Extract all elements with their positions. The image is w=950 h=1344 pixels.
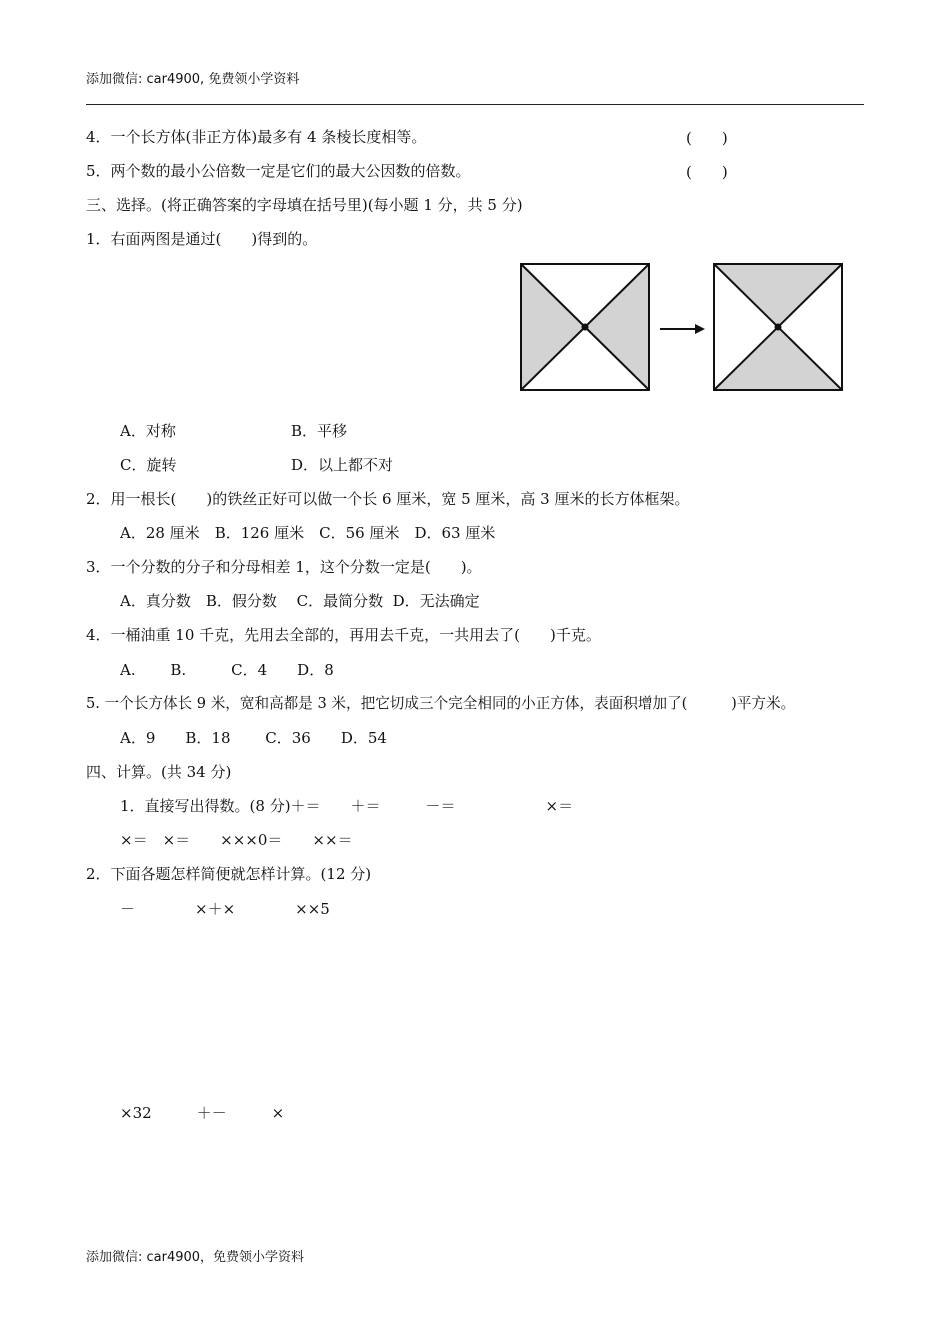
choice-q1-option-d: D．以上都不对 [291, 456, 394, 474]
choice-q5-options: A．9 B．18 C．36 D．54 [120, 729, 387, 747]
calc-q1-row-2: ×＝ ×＝ ×××0＝ ××＝ [120, 831, 353, 849]
choice-question-2: 2．用一根长( )的铁丝正好可以做一个长 6 厘米，宽 5 厘米，高 3 厘米的长方体框架。 [86, 490, 690, 508]
choice-question-4: 4．一桶油重 10 千克，先用去全部的，再用去千克，一共用去了( )千克。 [86, 626, 601, 644]
page-footer: 添加微信: car4900，免费领小学资料 [86, 1250, 305, 1265]
left-square [521, 264, 649, 390]
choice-q3-options: A．真分数 B．假分数 C．最简分数 D．无法确定 [120, 592, 480, 610]
choice-q1-option-c: C．旋转 [120, 456, 177, 474]
right-square [714, 264, 842, 390]
choice-q1-option-a: A．对称 [120, 422, 176, 440]
choice-question-1: 1．右面两图是通过( )得到的。 [86, 230, 318, 248]
judge-question-5: 5．两个数的最小公倍数一定是它们的最大公因数的倍数。 [86, 162, 471, 180]
choice-q2-options: A．28 厘米 B．126 厘米 C．56 厘米 D．63 厘米 [120, 524, 496, 542]
right-arrow-icon [660, 324, 705, 334]
choice-q1-option-b: B．平移 [291, 422, 348, 440]
judge-answer-paren-4: ( ) [686, 129, 728, 147]
calc-question-1: 1．直接写出得数。(8 分)＋＝ ＋＝ －＝ ×＝ [120, 797, 574, 815]
choice-question-5: 5. 一个长方体长 9 米，宽和高都是 3 米，把它切成三个完全相同的小正方体，表面积增加了( )平方米。 [86, 695, 796, 712]
section-4-title: 四、计算。(共 34 分) [86, 763, 232, 781]
rotation-figure [518, 262, 846, 392]
calc-q2-row-1: － ×＋× ××5 [120, 900, 330, 918]
calc-q2-row-2: ×32 ＋－ × [120, 1104, 285, 1122]
judge-answer-paren-5: ( ) [686, 163, 728, 181]
section-3-title: 三、选择。(将正确答案的字母填在括号里)(每小题 1 分，共 5 分) [86, 196, 523, 214]
choice-q4-options: A. B. C．4 D．8 [120, 661, 334, 679]
header-rule [86, 104, 864, 105]
choice-question-3: 3．一个分数的分子和分母相差 1，这个分数一定是( )。 [86, 558, 482, 576]
judge-question-4: 4．一个长方体(非正方体)最多有 4 条棱长度相等。 [86, 128, 427, 146]
calc-question-2: 2．下面各题怎样简便就怎样计算。(12 分) [86, 865, 372, 883]
page-header: 添加微信: car4900, 免费领小学资料 [86, 72, 300, 87]
